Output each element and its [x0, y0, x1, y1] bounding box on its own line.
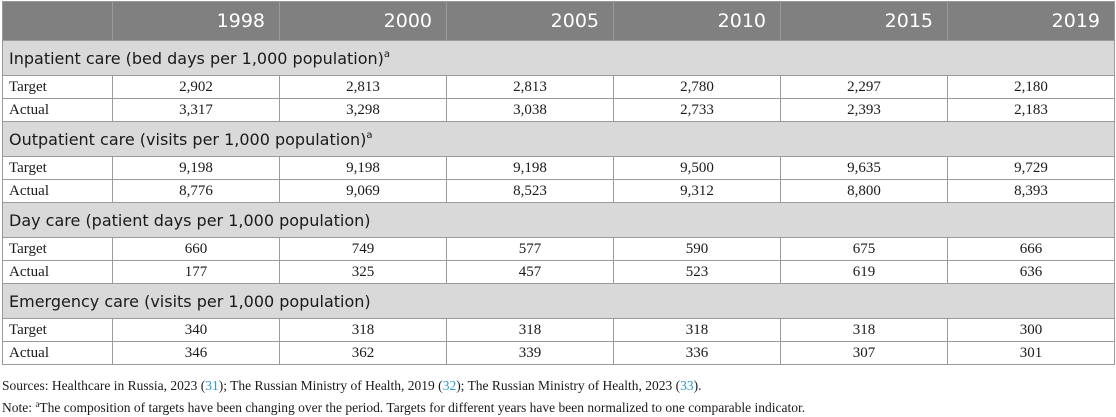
table-cell: 9,312 [614, 180, 781, 203]
table-cell: 8,800 [781, 180, 948, 203]
table-cell: 339 [447, 342, 614, 365]
section-title-cell [3, 203, 1115, 238]
table-cell: 177 [113, 261, 280, 284]
footnote-marker: a [35, 399, 40, 409]
reference-link-33[interactable]: 33 [680, 378, 694, 393]
reference-link-31[interactable]: 31 [205, 378, 219, 393]
section-row-day-care [3, 203, 1115, 238]
table-cell: 2,393 [781, 99, 948, 122]
header-year-2010: 2010 [614, 2, 781, 41]
table-cell: 2,813 [280, 76, 447, 99]
footnote-marker: a [366, 129, 373, 141]
table-cell: 9,729 [948, 157, 1115, 180]
sources-text: ); The Russian Ministry of Health, 2019 ( [218, 378, 443, 393]
sources-text: ); The Russian Ministry of Health, 2023 ( [456, 378, 681, 393]
header-row [3, 2, 1115, 41]
table-cell: 3,317 [113, 99, 280, 122]
row-label: Target [3, 76, 113, 99]
table-cell: 318 [447, 319, 614, 342]
section-title-cell [3, 284, 1115, 319]
table-cell: 675 [781, 238, 948, 261]
table-cell: 2,183 [948, 99, 1115, 122]
row-label: Target [3, 238, 113, 261]
table-cell: 3,298 [280, 99, 447, 122]
care-targets-table [2, 1, 1115, 365]
table-cell: 666 [948, 238, 1115, 261]
table-cell: 362 [280, 342, 447, 365]
table-cell: 577 [447, 238, 614, 261]
table-row [3, 99, 1115, 122]
note-line [2, 395, 1112, 417]
table-cell: 2,780 [614, 76, 781, 99]
row-label: Actual [3, 342, 113, 365]
table-cell: 8,523 [447, 180, 614, 203]
table-cell: 318 [280, 319, 447, 342]
section-title-cell [3, 41, 1115, 76]
table-cell: 340 [113, 319, 280, 342]
table-cell: 660 [113, 238, 280, 261]
section-title: Inpatient care (bed days per 1,000 population) [9, 48, 384, 68]
table-cell: 749 [280, 238, 447, 261]
table-cell: 8,393 [948, 180, 1115, 203]
section-title: Emergency care (visits per 1,000 population) [9, 291, 371, 311]
sources-line [2, 376, 1112, 395]
table-cell: 325 [280, 261, 447, 284]
row-label: Target [3, 157, 113, 180]
table-cell: 2,902 [113, 76, 280, 99]
row-label: Actual [3, 180, 113, 203]
table-cell: 9,500 [614, 157, 781, 180]
header-year-2005: 2005 [447, 2, 614, 41]
table-cell: 2,297 [781, 76, 948, 99]
table-cell: 3,038 [447, 99, 614, 122]
table-row [3, 261, 1115, 284]
table-cell: 336 [614, 342, 781, 365]
table-cell: 2,813 [447, 76, 614, 99]
footnote-marker: a [383, 48, 391, 60]
header-year-1998: 1998 [113, 2, 280, 41]
note-text: The composition of targets have been changing over the period. Targets for different years have been normalized to one comparable indicator. [39, 400, 806, 415]
table-cell: 2,180 [948, 76, 1115, 99]
table-cell: 590 [614, 238, 781, 261]
table-row [3, 319, 1115, 342]
table-cell: 9,198 [113, 157, 280, 180]
table-cell: 9,198 [447, 157, 614, 180]
table-cell: 457 [447, 261, 614, 284]
header-year-2000: 2000 [280, 2, 447, 41]
row-label: Actual [3, 261, 113, 284]
section-title: Day care (patient days per 1,000 population) [9, 210, 371, 230]
table-row [3, 342, 1115, 365]
table-cell: 301 [948, 342, 1115, 365]
section-row-outpatient [3, 122, 1115, 157]
section-row-emergency [3, 284, 1115, 319]
section-title: Outpatient care (visits per 1,000 population) [9, 129, 367, 149]
header-year-2015: 2015 [781, 2, 948, 41]
table-cell: 346 [113, 342, 280, 365]
table-cell: 307 [781, 342, 948, 365]
table-row [3, 238, 1115, 261]
table-cell: 9,069 [280, 180, 447, 203]
reference-link-32[interactable]: 32 [442, 378, 457, 393]
table-cell: 636 [948, 261, 1115, 284]
table-cell: 318 [614, 319, 781, 342]
table-cell: 8,776 [113, 180, 280, 203]
section-row-inpatient [3, 41, 1115, 76]
sources-text: Sources: Healthcare in Russia, 2023 ( [2, 378, 206, 393]
table-cell: 523 [614, 261, 781, 284]
table-cell: 9,198 [280, 157, 447, 180]
table-cell: 318 [781, 319, 948, 342]
note-label: Note: [2, 400, 36, 415]
table-cell: 300 [948, 319, 1115, 342]
table-cell: 2,733 [614, 99, 781, 122]
table-row [3, 76, 1115, 99]
row-label: Actual [3, 99, 113, 122]
header-year-2019: 2019 [948, 2, 1115, 41]
section-title-cell [3, 122, 1115, 157]
table-footnotes [2, 376, 1112, 417]
table-cell: 9,635 [781, 157, 948, 180]
header-corner-cell [3, 2, 113, 41]
sources-text: ). [693, 378, 702, 393]
table-cell: 619 [781, 261, 948, 284]
table-row [3, 180, 1115, 203]
row-label: Target [3, 319, 113, 342]
table-row [3, 157, 1115, 180]
